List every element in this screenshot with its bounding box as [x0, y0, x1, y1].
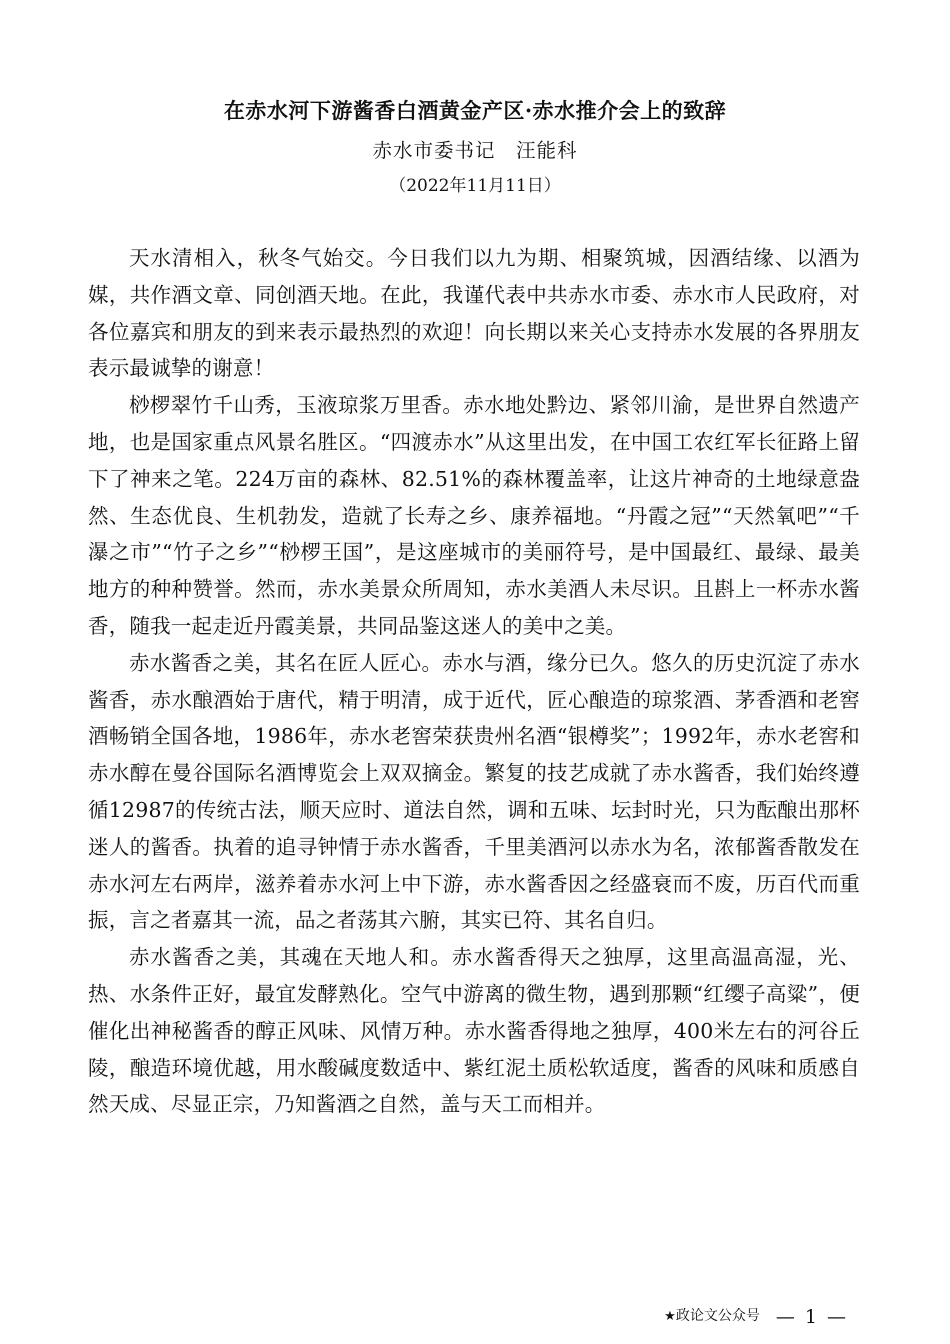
paragraph: 赤水酱香之美，其魂在天地人和。赤水酱香得天之独厚，这里高温高湿，光、热、水条件正好，最宜发酵熟化。空气中游离的微生物，遇到那颗“红缨子高粱”，便催化出神秘酱香的醇正风味、风情万种。赤水酱香得地之独厚，400米左右的河谷丘陵，酿造环境优越，用水酸碱度数适中、紫红泥土质松软适度，酱香的风味和质感自然天成、尽显正宗，乃知酱酒之自然，盖与天工而相并。 — [88, 945, 860, 1117]
footer-source — [664, 1304, 760, 1329]
document-title: 在赤水河下游酱香白酒黄金产区·赤水推介会上的致辞 — [223, 98, 727, 123]
page-number: — 1 — — [775, 1305, 848, 1328]
date-line: （2022年11月11日） — [389, 176, 561, 196]
footer-source-label: 政论文公众号 — [675, 1308, 760, 1324]
star-icon: ★ — [664, 1309, 676, 1324]
page-footer — [664, 1304, 848, 1329]
paragraph: 天水清相入，秋冬气始交。今日我们以九为期、相聚筑城，因酒结缘、以酒为媒，共作酒文章、同创酒天地。在此，我谨代表中共赤水市委、赤水市人民政府，对各位嘉宾和朋友的到来表示最热烈的欢迎！向长期以来关心支持赤水发展的各界朋友表示最诚挚的谢意！ — [88, 246, 860, 381]
author-line: 赤水市委书记 汪能科 — [372, 139, 578, 162]
document-body — [88, 240, 860, 1123]
paragraph: 赤水酱香之美，其名在匠人匠心。赤水与酒，缘分已久。悠久的历史沉淀了赤水酱香，赤水酿酒始于唐代，精于明清，成于近代，匠心酿造的琼浆酒、茅香酒和老窖酒畅销全国各地，1986年，赤水老窖荣获贵州名酒“银樽奖”；1992年，赤水老窖和赤水醇在曼谷国际名酒博览会上双双摘金。繁复的技艺成就了赤水酱香，我们始终遵循12987的传统古法，顺天应时、道法自然，调和五味、坛封时光，只为酝酿出那杯迷人的酱香。执着的追寻钟情于赤水酱香，千里美酒河以赤水为名，浓郁酱香散发在赤水河左右两岸，滋养着赤水河上中下游，赤水酱香因之经盛衰而不废，历百代而重振，言之者嘉其一流，品之者荡其六腑，其实已符、其名自归。 — [88, 650, 860, 933]
paragraph: 桫椤翠竹千山秀，玉液琼浆万里香。赤水地处黔边、紧邻川渝，是世界自然遗产地，也是国家重点风景名胜区。“四渡赤水”从这里出发，在中国工农红军长征路上留下了神来之笔。224万亩的森林、82.51%的森林覆盖率，让这片神奇的土地绿意盎然、生态优良、生机勃发，造就了长寿之乡、康养福地。“丹霞之冠”“天然氧吧”“千瀑之市”“竹子之乡”“桫椤王国”，是这座城市的美丽符号，是中国最红、最绿、最美地方的种种赞誉。然而，赤水美景众所周知，赤水美酒人未尽识。且斟上一杯赤水酱香，随我一起走近丹霞美景，共同品鉴这迷人的美中之美。 — [88, 393, 860, 638]
